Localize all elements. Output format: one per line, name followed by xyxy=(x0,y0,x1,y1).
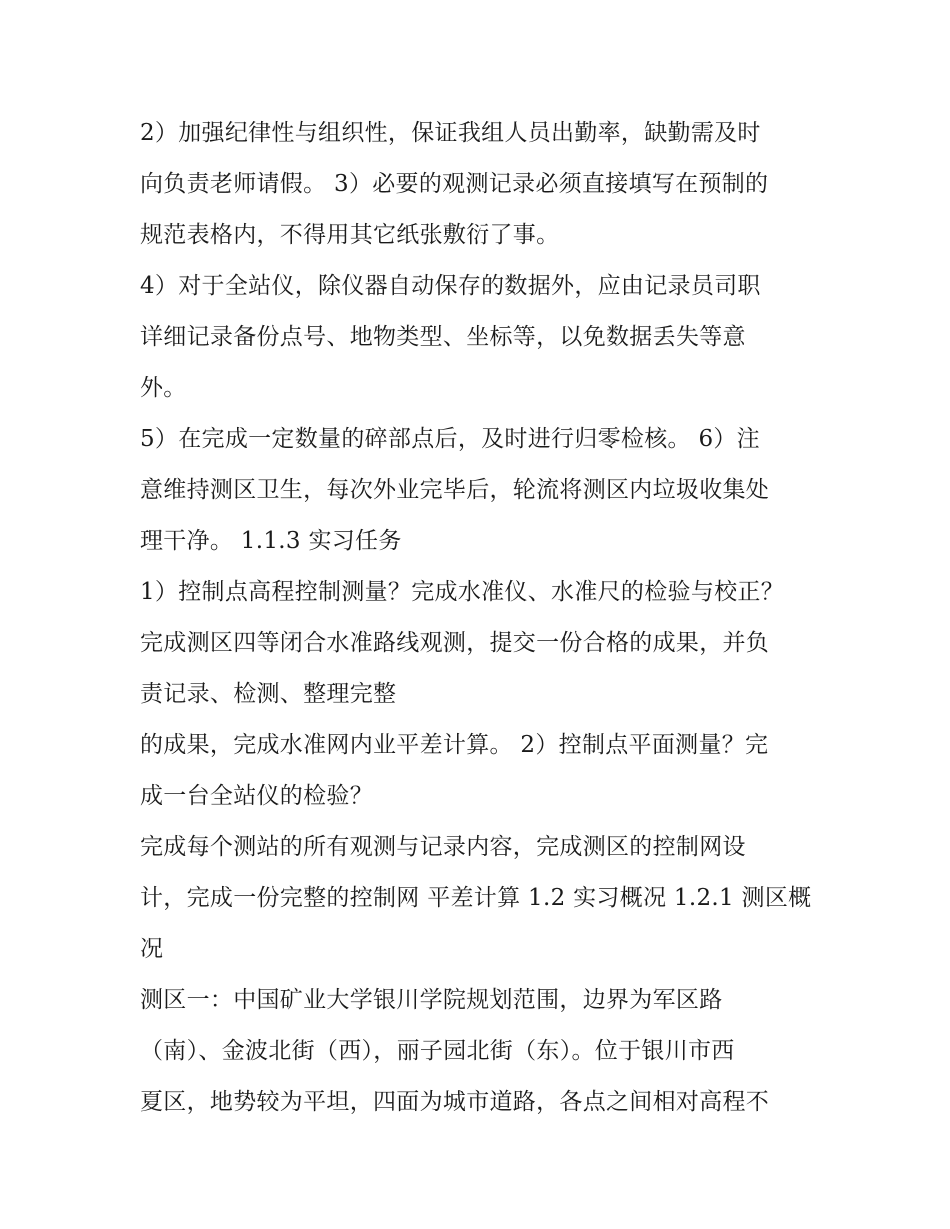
text-line: 计，完成一份完整的控制网 平差计算 1.2 实习概况 1.2.1 测区概 xyxy=(140,885,812,911)
text-line: 5）在完成一定数量的碎部点后，及时进行归零检核。 6）注 xyxy=(140,426,760,452)
text-line: 理干净。 1.1.3 实习任务 xyxy=(140,528,402,554)
text-line: 意维持测区卫生，每次外业完毕后，轮流将测区内垃圾收集处 xyxy=(140,477,770,503)
text-line: 完成测区四等闭合水准路线观测，提交一份合格的成果，并负 xyxy=(140,630,770,656)
text-line: 成一台全站仪的检验？ xyxy=(140,783,373,809)
text-line: 测区一：中国矿业大学银川学院规划范围，边界为军区路 xyxy=(140,987,723,1013)
text-line: 的成果，完成水准网内业平差计算。 2）控制点平面测量？完 xyxy=(140,732,769,758)
text-line: 4）对于全站仪，除仪器自动保存的数据外，应由记录员司职 xyxy=(140,273,761,299)
text-line: 外。 xyxy=(140,375,187,401)
text-line: 夏区，地势较为平坦，四面为城市道路，各点之间相对高程不 xyxy=(140,1089,770,1115)
text-line: 完成每个测站的所有观测与记录内容，完成测区的控制网设 xyxy=(140,834,746,860)
text-line: 详细记录备份点号、地物类型、坐标等，以免数据丢失等意 xyxy=(140,324,746,350)
text-line: 向负责老师请假。 3）必要的观测记录必须直接填写在预制的 xyxy=(140,171,769,197)
text-line: 2）加强纪律性与组织性，保证我组人员出勤率，缺勤需及时 xyxy=(140,120,761,146)
text-line: 责记录、检测、整理完整 xyxy=(140,681,397,707)
text-line: （南）、金波北街（西），丽子园北街（东）。位于银川市西 xyxy=(140,1038,735,1064)
text-line: 况 xyxy=(140,936,164,962)
body-text xyxy=(140,108,830,1128)
text-line: 1）控制点高程控制测量？完成水准仪、水准尺的检验与校正？ xyxy=(140,579,785,605)
text-line: 规范表格内，不得用其它纸张敷衍了事。 xyxy=(140,222,560,248)
